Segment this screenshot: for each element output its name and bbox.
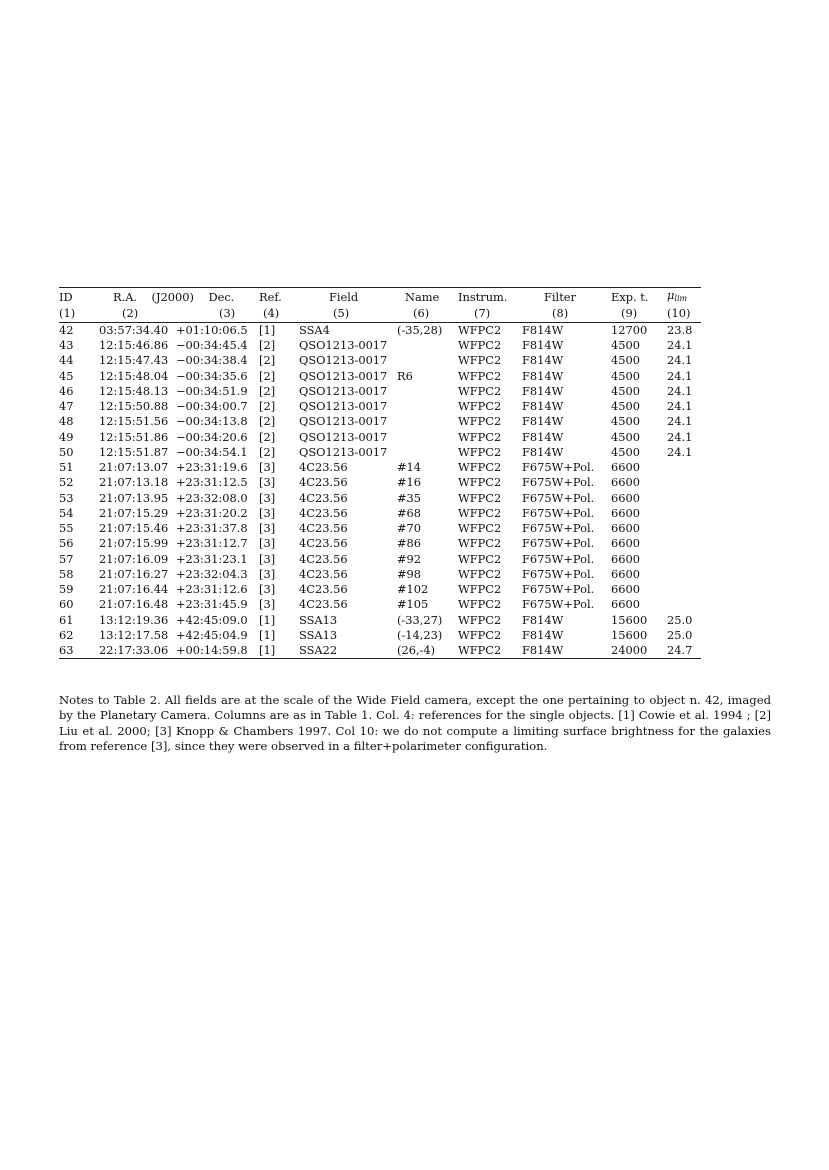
- instrum-cell: WFPC2: [458, 338, 502, 353]
- id-cell: 60: [59, 597, 74, 612]
- ref-cell: [1]: [259, 643, 299, 659]
- exp-cell: 6600: [611, 505, 640, 520]
- filter-cell: F814W: [522, 383, 564, 398]
- instrum-cell: WFPC2: [458, 643, 522, 659]
- exp-cell: 6600: [611, 582, 640, 597]
- table-row: [59, 445, 701, 460]
- header-num-1: (1): [59, 306, 76, 321]
- header-ref: Ref.: [259, 289, 282, 304]
- instrum-cell: WFPC2: [458, 490, 502, 505]
- filter-cell: F675W+Pol.: [522, 505, 595, 520]
- ref-cell: [3]: [259, 536, 276, 551]
- id-cell: 54: [59, 505, 74, 520]
- dec-cell: +23:31:45.9: [176, 597, 248, 612]
- name-cell: #92: [397, 551, 422, 566]
- field-cell: SSA4: [299, 322, 330, 337]
- ref-cell: [1]: [259, 627, 276, 642]
- field-cell: 4C23.56: [299, 536, 348, 551]
- field-cell: 4C23.56: [299, 551, 348, 566]
- table-row: [59, 552, 701, 567]
- ref-cell: [3]: [259, 521, 276, 536]
- name-cell: (-35,28): [397, 322, 443, 337]
- filter-cell: F675W+Pol.: [522, 460, 595, 475]
- ref-cell: [3]: [259, 490, 276, 505]
- header-num-5: (5): [333, 306, 350, 321]
- instrum-cell: WFPC2: [458, 460, 502, 475]
- ref-cell: [3]: [259, 460, 276, 475]
- filter-cell: F814W: [522, 444, 564, 459]
- header-num-6: (6): [413, 306, 430, 321]
- filter-cell: F675W+Pol.: [522, 582, 595, 597]
- table-row: [59, 475, 701, 490]
- mu-cell: 24.1: [667, 429, 693, 444]
- field-cell: SSA13: [299, 627, 338, 642]
- field-cell: 4C23.56: [299, 460, 348, 475]
- id-cell: 50: [59, 444, 74, 459]
- instrum-cell: WFPC2: [458, 399, 502, 414]
- filter-cell: F675W+Pol.: [522, 551, 595, 566]
- id-cell: 57: [59, 551, 74, 566]
- ref-cell: [2]: [259, 383, 276, 398]
- mu-cell: 24.1: [667, 353, 693, 368]
- dec-cell: −00:34:54.1: [176, 444, 248, 459]
- filter-cell: F814W: [522, 429, 564, 444]
- header-num-10: (10): [667, 306, 691, 321]
- ra-cell: 21:07:16.09: [99, 551, 169, 566]
- ref-cell: [3]: [259, 582, 276, 597]
- id-cell: 42: [59, 322, 74, 337]
- table-row: [59, 643, 701, 659]
- ra-cell: 21:07:16.27: [99, 566, 169, 581]
- header-row-labels: [59, 288, 701, 307]
- instrum-cell: WFPC2: [458, 551, 502, 566]
- mu-cell: 25.0: [667, 627, 693, 642]
- instrum-cell: WFPC2: [458, 627, 502, 642]
- id-cell: 52: [59, 475, 74, 490]
- id-cell: 47: [59, 399, 74, 414]
- exp-cell: 24000: [611, 643, 667, 659]
- field-cell: 4C23.56: [299, 475, 348, 490]
- header-num-7: (7): [474, 306, 491, 321]
- field-cell: SSA13: [299, 612, 338, 627]
- name-cell: [397, 399, 458, 414]
- mu-cell: [667, 597, 701, 612]
- mu-cell: 24.1: [667, 444, 693, 459]
- instrum-cell: WFPC2: [458, 566, 502, 581]
- name-cell: #86: [397, 536, 422, 551]
- exp-cell: 6600: [611, 566, 640, 581]
- header-id: ID: [59, 289, 73, 304]
- ref-cell: [3]: [259, 551, 276, 566]
- instrum-cell: WFPC2: [458, 582, 502, 597]
- table-header: [59, 288, 701, 323]
- instrum-cell: WFPC2: [458, 383, 502, 398]
- id-cell: 56: [59, 536, 74, 551]
- dec-cell: −00:34:45.4: [176, 338, 248, 353]
- dec-cell: −00:34:00.7: [176, 399, 248, 414]
- header-num-3: (3): [219, 306, 236, 321]
- name-cell: (26,-4): [397, 643, 458, 659]
- instrum-cell: WFPC2: [458, 475, 502, 490]
- ref-cell: [2]: [259, 338, 276, 353]
- exp-cell: 4500: [611, 414, 640, 429]
- mu-cell: [667, 521, 701, 536]
- instrum-cell: WFPC2: [458, 414, 502, 429]
- filter-cell: F814W: [522, 612, 564, 627]
- exp-cell: 4500: [611, 444, 640, 459]
- dec-cell: +23:31:20.2: [176, 505, 248, 520]
- exp-cell: 4500: [611, 368, 640, 383]
- dec-cell: +01:10:06.5: [176, 322, 248, 337]
- field-cell: 4C23.56: [299, 490, 348, 505]
- instrum-cell: WFPC2: [458, 505, 502, 520]
- ref-cell: [2]: [259, 399, 276, 414]
- filter-cell: F814W: [522, 353, 564, 368]
- filter-cell: F814W: [522, 368, 564, 383]
- dec-cell: +42:45:09.0: [176, 612, 248, 627]
- name-cell: #102: [397, 582, 429, 597]
- mu-cell: [667, 506, 701, 521]
- ra-cell: 21:07:13.18: [99, 475, 169, 490]
- header-filter: Filter: [544, 289, 576, 304]
- ra-cell: 13:12:19.36: [99, 612, 169, 627]
- ra-cell: 12:15:51.56: [99, 414, 169, 429]
- ra-cell: 21:07:16.48: [99, 597, 169, 612]
- field-cell: 4C23.56: [299, 597, 348, 612]
- dec-cell: +00:14:59.8: [176, 643, 259, 659]
- table-row: [59, 322, 701, 338]
- instrum-cell: WFPC2: [458, 536, 502, 551]
- name-cell: [397, 445, 458, 460]
- table-row: [59, 369, 701, 384]
- ref-cell: [3]: [259, 597, 276, 612]
- ref-cell: [2]: [259, 353, 276, 368]
- filter-cell: F814W: [522, 627, 564, 642]
- name-cell: #105: [397, 597, 429, 612]
- table-row: [59, 613, 701, 628]
- header-field: Field: [329, 289, 359, 304]
- table-row: [59, 384, 701, 399]
- ra-cell: 12:15:51.86: [99, 429, 169, 444]
- table-body: [59, 322, 701, 659]
- id-cell: 61: [59, 612, 74, 627]
- filter-cell: F675W+Pol.: [522, 490, 595, 505]
- filter-cell: F675W+Pol.: [522, 536, 595, 551]
- ra-cell: 21:07:15.29: [99, 505, 169, 520]
- ra-cell: 21:07:13.95: [99, 490, 169, 505]
- object-table: [59, 287, 701, 659]
- header-exp: Exp. t.: [611, 289, 649, 304]
- field-cell: 4C23.56: [299, 566, 348, 581]
- instrum-cell: WFPC2: [458, 521, 502, 536]
- mu-cell: [667, 460, 701, 475]
- filter-cell: F814W: [522, 338, 564, 353]
- dec-cell: +23:31:12.5: [176, 475, 248, 490]
- header-num-4: (4): [263, 306, 280, 321]
- table-row: [59, 491, 701, 506]
- exp-cell: 4500: [611, 338, 640, 353]
- filter-cell: F675W+Pol.: [522, 521, 595, 536]
- ref-cell: [2]: [259, 368, 276, 383]
- filter-cell: F814W: [522, 399, 564, 414]
- dec-cell: +42:45:04.9: [176, 627, 248, 642]
- ra-cell: 21:07:16.44: [99, 582, 169, 597]
- table-row: [59, 430, 701, 445]
- header-num-8: (8): [552, 306, 569, 321]
- name-cell: #98: [397, 566, 422, 581]
- table-row: [59, 521, 701, 536]
- ra-cell: 21:07:13.07: [99, 460, 169, 475]
- header-mu: [667, 288, 701, 307]
- dec-cell: −00:34:51.9: [176, 383, 248, 398]
- header-coordinates: [99, 288, 259, 307]
- table-2: [59, 287, 701, 659]
- exp-cell: 6600: [611, 551, 640, 566]
- exp-cell: 6600: [611, 597, 640, 612]
- exp-cell: 4500: [611, 353, 640, 368]
- header-num-2: (2): [122, 306, 139, 321]
- dec-cell: −00:34:35.6: [176, 368, 248, 383]
- mu-cell: [667, 475, 701, 490]
- instrum-cell: WFPC2: [458, 597, 502, 612]
- mu-cell: 24.1: [667, 368, 693, 383]
- id-cell: 51: [59, 460, 74, 475]
- exp-cell: 15600: [611, 612, 648, 627]
- instrum-cell: WFPC2: [458, 429, 502, 444]
- name-cell: (-33,27): [397, 612, 443, 627]
- id-cell: 62: [59, 627, 74, 642]
- ref-cell: [3]: [259, 475, 276, 490]
- filter-cell: F814W: [522, 322, 564, 337]
- ra-cell: 12:15:47.43: [99, 353, 169, 368]
- ra-cell: 21:07:15.46: [99, 521, 169, 536]
- header-ra: R.A.: [113, 289, 138, 304]
- header-num-9: (9): [621, 306, 638, 321]
- ra-cell: 12:15:48.04: [99, 368, 169, 383]
- table-row: [59, 414, 701, 429]
- exp-cell: 6600: [611, 475, 640, 490]
- mu-cell: [667, 536, 701, 551]
- table-row: [59, 460, 701, 475]
- mu-subscript: lim: [674, 294, 688, 303]
- exp-cell: 6600: [611, 490, 640, 505]
- table-notes: Notes to Table 2. All fields are at the scale of the Wide Field camera, except the one pertaining to object n. 42, imaged by the Planetary Camera. Columns are as in Table 1. Col. 4: references for the single objects. [1] Cowie et al. 1994 ; [2] Liu et al. 2000; [3] Knopp & Chambers 1997. Col 10: we do not compute a limiting surface brightness for the galaxies from reference [3], since they were observed in a filter+polarimeter configuration.: [59, 693, 771, 754]
- name-cell: #68: [397, 505, 422, 520]
- instrum-cell: WFPC2: [458, 444, 502, 459]
- mu-cell: [667, 491, 701, 506]
- dec-cell: +23:32:08.0: [176, 490, 248, 505]
- exp-cell: 12700: [611, 322, 648, 337]
- field-cell: QSO1213-0017: [299, 338, 388, 353]
- header-dec: Dec.: [208, 289, 235, 304]
- name-cell: R6: [397, 368, 413, 383]
- header-row-numbers: [59, 306, 701, 322]
- dec-cell: +23:31:12.7: [176, 536, 248, 551]
- table-row: [59, 582, 701, 597]
- ra-cell: 21:07:15.99: [99, 536, 169, 551]
- dec-cell: +23:31:19.6: [176, 460, 248, 475]
- instrum-cell: WFPC2: [458, 612, 502, 627]
- table-row: [59, 399, 701, 414]
- table-row: [59, 338, 701, 353]
- ref-cell: [2]: [259, 429, 276, 444]
- table-row: [59, 597, 701, 612]
- field-cell: 4C23.56: [299, 582, 348, 597]
- id-cell: 44: [59, 353, 74, 368]
- ref-cell: [2]: [259, 444, 276, 459]
- instrum-cell: WFPC2: [458, 322, 502, 337]
- filter-cell: F675W+Pol.: [522, 475, 595, 490]
- name-cell: #35: [397, 490, 422, 505]
- id-cell: 45: [59, 368, 74, 383]
- name-cell: [397, 338, 458, 353]
- ra-cell: 12:15:48.13: [99, 383, 169, 398]
- exp-cell: 4500: [611, 383, 640, 398]
- ra-cell: 12:15:46.86: [99, 338, 169, 353]
- ref-cell: [1]: [259, 612, 276, 627]
- mu-symbol: μ: [667, 288, 675, 302]
- dec-cell: +23:32:04.3: [176, 566, 248, 581]
- ref-cell: [3]: [259, 505, 276, 520]
- name-cell: #16: [397, 475, 422, 490]
- id-cell: 46: [59, 383, 74, 398]
- header-instrum: Instrum.: [458, 289, 508, 304]
- id-cell: 53: [59, 490, 74, 505]
- filter-cell: F814W: [522, 414, 564, 429]
- instrum-cell: WFPC2: [458, 368, 502, 383]
- table-row: [59, 506, 701, 521]
- ra-cell: 12:15:50.88: [99, 399, 169, 414]
- name-cell: [397, 430, 458, 445]
- ref-cell: [2]: [259, 414, 276, 429]
- id-cell: 55: [59, 521, 74, 536]
- field-cell: QSO1213-0017: [299, 414, 388, 429]
- id-cell: 48: [59, 414, 74, 429]
- dec-cell: +23:31:12.6: [176, 582, 248, 597]
- exp-cell: 6600: [611, 521, 640, 536]
- ra-cell: 13:12:17.58: [99, 627, 169, 642]
- ra-cell: 03:57:34.40: [99, 322, 169, 337]
- mu-cell: 24.1: [667, 338, 693, 353]
- field-cell: 4C23.56: [299, 505, 348, 520]
- mu-cell: [667, 582, 701, 597]
- id-cell: 59: [59, 582, 74, 597]
- field-cell: QSO1213-0017: [299, 399, 388, 414]
- field-cell: QSO1213-0017: [299, 368, 388, 383]
- ra-cell: 12:15:51.87: [99, 444, 169, 459]
- dec-cell: −00:34:13.8: [176, 414, 248, 429]
- filter-cell: F814W: [522, 643, 611, 659]
- exp-cell: 4500: [611, 429, 640, 444]
- exp-cell: 15600: [611, 627, 648, 642]
- mu-cell: 23.8: [667, 322, 693, 337]
- mu-cell: 24.7: [667, 643, 701, 659]
- field-cell: 4C23.56: [299, 521, 348, 536]
- dec-cell: −00:34:20.6: [176, 429, 248, 444]
- id-cell: 63: [59, 643, 99, 659]
- name-cell: (-14,23): [397, 627, 443, 642]
- header-epoch: (J2000): [151, 289, 194, 304]
- id-cell: 49: [59, 429, 74, 444]
- name-cell: #14: [397, 460, 422, 475]
- ref-cell: [1]: [259, 322, 276, 337]
- field-cell: QSO1213-0017: [299, 383, 388, 398]
- exp-cell: 6600: [611, 460, 640, 475]
- dec-cell: −00:34:38.4: [176, 353, 248, 368]
- name-cell: #70: [397, 521, 422, 536]
- exp-cell: 4500: [611, 399, 640, 414]
- mu-cell: [667, 567, 701, 582]
- field-cell: SSA22: [299, 643, 397, 659]
- header-name: Name: [405, 289, 440, 304]
- mu-cell: 25.0: [667, 612, 693, 627]
- filter-cell: F675W+Pol.: [522, 566, 595, 581]
- mu-cell: [667, 552, 701, 567]
- ra-cell: 22:17:33.06: [99, 643, 176, 659]
- field-cell: QSO1213-0017: [299, 353, 388, 368]
- id-cell: 43: [59, 338, 74, 353]
- field-cell: QSO1213-0017: [299, 429, 388, 444]
- table-row: [59, 567, 701, 582]
- ref-cell: [3]: [259, 566, 276, 581]
- dec-cell: +23:31:37.8: [176, 521, 248, 536]
- mu-cell: 24.1: [667, 414, 693, 429]
- dec-cell: +23:31:23.1: [176, 551, 248, 566]
- filter-cell: F675W+Pol.: [522, 597, 595, 612]
- instrum-cell: WFPC2: [458, 353, 502, 368]
- mu-cell: 24.1: [667, 383, 693, 398]
- name-cell: [397, 353, 458, 368]
- table-row: [59, 628, 701, 643]
- exp-cell: 6600: [611, 536, 640, 551]
- id-cell: 58: [59, 566, 74, 581]
- name-cell: [397, 384, 458, 399]
- name-cell: [397, 414, 458, 429]
- mu-cell: 24.1: [667, 399, 693, 414]
- table-row: [59, 353, 701, 368]
- table-row: [59, 536, 701, 551]
- field-cell: QSO1213-0017: [299, 444, 388, 459]
